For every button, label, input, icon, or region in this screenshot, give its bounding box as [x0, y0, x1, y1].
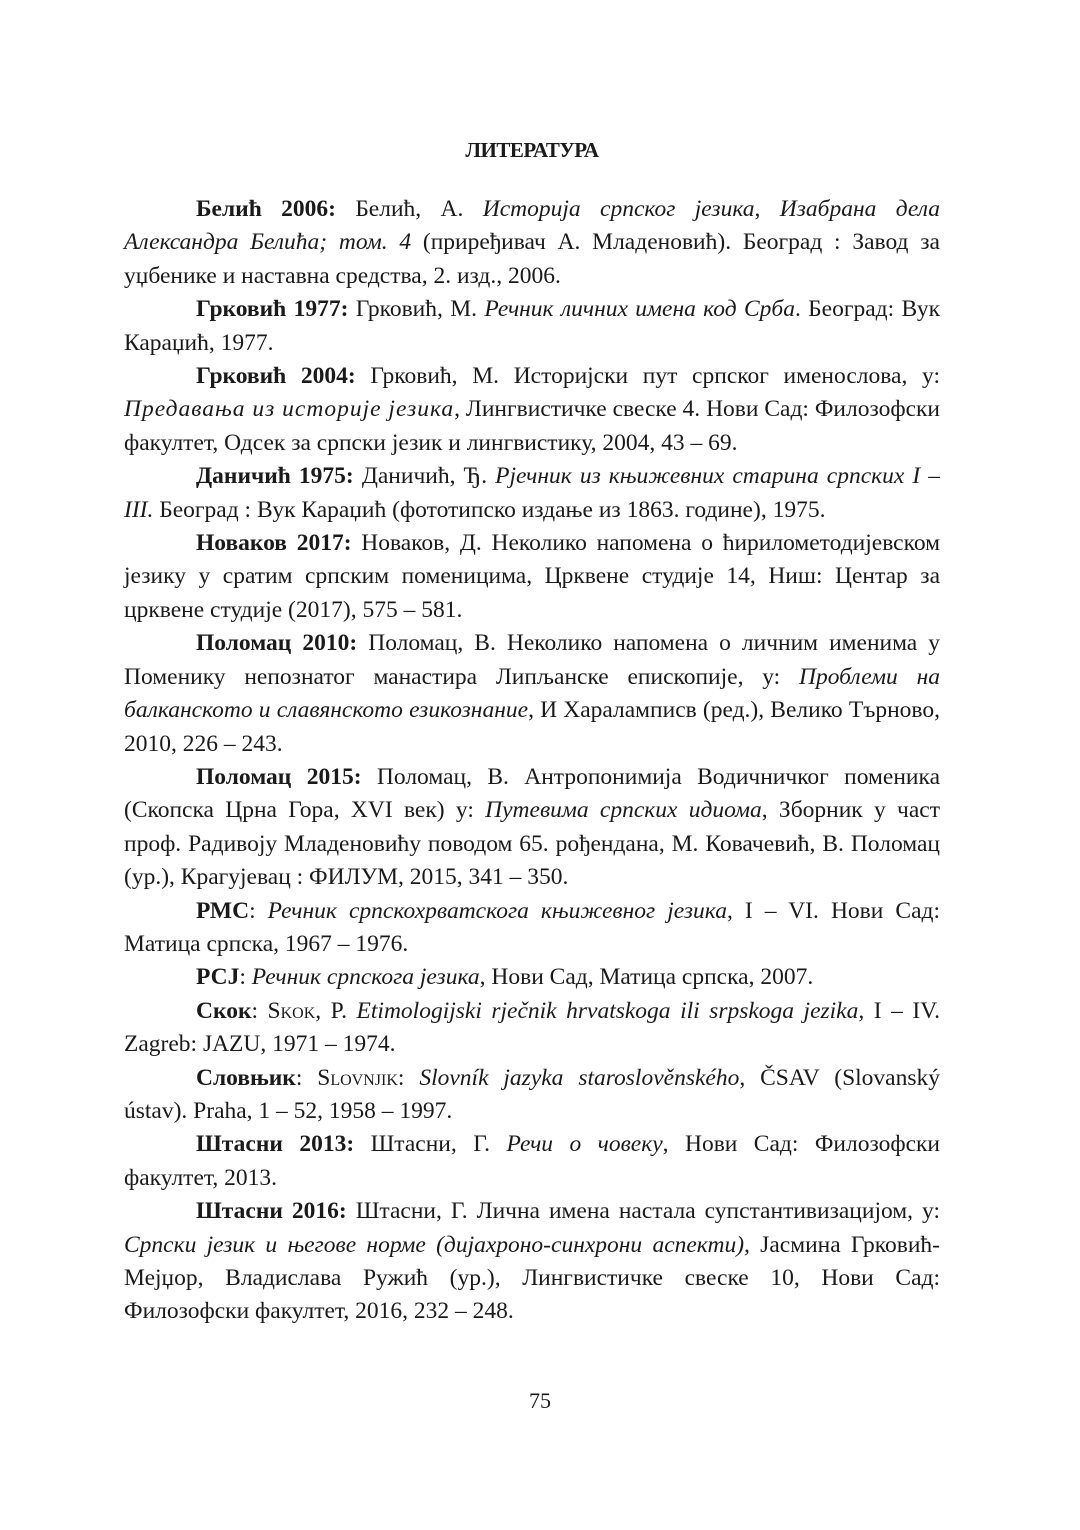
entry-key: Штасни 2013: [196, 1131, 355, 1158]
entry-title: Речник личних имена код Срба [484, 296, 795, 323]
bibliography-entry: Штасни 2016: Штасни, Г. Лична имена настала супстантивизацијом, у: Српски језик и његове норме (дијахроно-синхрони аспекти), Јасмина Грковић-Мејџор, Владислава Ружић (ур.), Лингвистичке свеске 10, Нови Сад: Филозофски факултет, 2016, 232 – 248. [124, 1198, 940, 1325]
entry-key: Белић 2006: [196, 196, 336, 222]
entry-title: Предавања из историје језика [124, 396, 455, 423]
entry-key: Грковић 2004: [196, 363, 356, 390]
entry-title: Путевима српских идиома [485, 797, 762, 824]
entry-title: Проблеми на балканското и славянското езикознание [124, 663, 940, 724]
entry-key: РМС [196, 897, 250, 924]
entry-title: Историја српског језика [482, 196, 755, 222]
page-number: 75 [529, 1388, 551, 1413]
entry-title: Речник српскохрватскога књижевног језика [267, 897, 727, 924]
entry-title: Изабрана дела Александра Белића; том. 4 [124, 196, 941, 256]
entry-title: Речи о човеку [506, 1131, 663, 1158]
entry-key: Словњик [196, 1064, 296, 1091]
bibliography-entry: Грковић 2004: Грковић, М. Историјски пут српског именослова, у: Предавања из историје језика, Лингвистичке свеске 4. Нови Сад: Филозофски факултет, Одсек за српски језик и лингвистику, 2004, 43 – 69. [124, 363, 940, 456]
entry-key: РСЈ [196, 964, 240, 991]
entry-title: Рјечник из књижевних старина српских I – III. [124, 463, 941, 523]
bibliography-entry: Скок: Skok, P. Etimologijski rječnik hrvatskoga ili srpskoga jezika, I – IV. Zagreb: JAZU, 1971 – 1974. [124, 997, 941, 1058]
bibliography-entry: РМС: Речник српскохрватскога књижевног језика, I – VI. Нови Сад: Матица српска, 1967 – 1976. [124, 897, 941, 957]
entry-title: Српски језик и његове норме (дијахроно-синхрони аспекти), [124, 1231, 750, 1258]
entry-title: Речник српскога језика [251, 964, 480, 991]
bibliography-entry: Поломац 2015: Поломац, В. Антропонимија Водичничког поменика (Скопска Црна Гора, XVI век) у: Путевима српских идиома, Зборник у част проф. Радивоју Младеновићу поводом 65. рођендана, М. Ковачевић, В. Поломац (ур.), Крагујевац : ФИЛУМ, 2015, 341 – 350. [124, 763, 940, 891]
bibliography-page [124, 138, 940, 1329]
author-smallcaps: Skok [267, 997, 316, 1024]
entry-key: Поломац 2015: [196, 763, 362, 790]
bibliography-entry: Новаков 2017: Новаков, Д. Неколико напомена о ћирилометодијевском језику у сратим српским поменицима, Црквене студије 14, Ниш: Центар за црквене студије (2017), 575 – 581. [124, 530, 940, 623]
entry-title: Slovník jazyka staroslověnského [419, 1064, 740, 1091]
entry-key: Грковић 1977: [196, 296, 349, 323]
bibliography-entry: Грковић 1977: Грковић, М. Речник личних имена код Срба. Београд: Вук Караџић, 1977. [124, 296, 941, 356]
bibliography-entry: Белић 2006: Белић, А. Историја српског језика, Изабрана дела Александра Белића; том. 4 (приређивач А. Младеновић). Београд : Завод за уџбенике и наставна средства, 2. изд., 2006. [124, 196, 941, 289]
entry-title: Etimologijski rječnik hrvatskoga ili srpskoga jezika, [356, 997, 865, 1024]
bibliography-entry: Словњик: Slovnjik: Slovník jazyka staroslověnského, ČSAV (Slovanský ústav). Praha, 1 – 52, 1958 – 1997. [124, 1064, 941, 1124]
bibliography-entry: Штасни 2013: Штасни, Г. Речи о човеку, Нови Сад: Филозофски факултет, 2013. [124, 1131, 940, 1191]
entry-key: Штасни 2016: [196, 1198, 347, 1225]
entry-key: Даничић 1975: [196, 463, 354, 490]
entry-key: Поломац 2010: [196, 630, 358, 657]
bibliography-entry: Даничић 1975: Даничић, Ђ. Рјечник из књижевних старина српских I – III. Београд : Вук Караџић (фототипско издање из 1863. године), 1975. [124, 463, 941, 523]
bibliography-entry: Поломац 2010: Поломац, В. Неколико напомена о личним именима у Поменику непознатог манастира Липљанске епископије, у: Проблеми на балканското и славянското езикознание, И Хараламписв (ред.), Велико Търново, 2010, 226 – 243. [124, 630, 941, 757]
page-title: ЛИТЕРАТУРА [465, 138, 599, 162]
entry-key: Скок [196, 997, 252, 1024]
author-smallcaps: Slovnjik [317, 1064, 398, 1091]
bibliography-entry: РСЈ: Речник српскога језика, Нови Сад, Матица српска, 2007. [196, 964, 814, 991]
entry-key: Новаков 2017: [196, 530, 352, 557]
